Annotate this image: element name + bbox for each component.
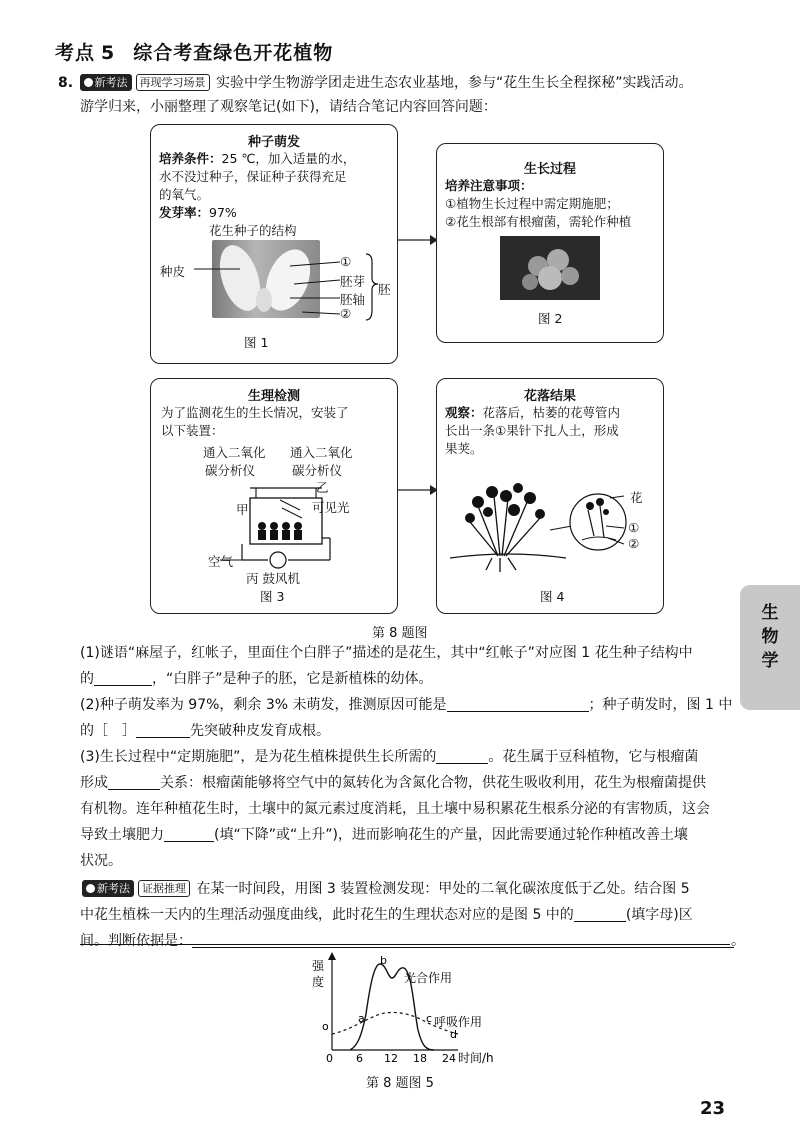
point-d: d bbox=[450, 1028, 457, 1041]
plant-leaves-icon bbox=[500, 236, 600, 300]
y-axis-arrow bbox=[328, 952, 336, 960]
arrow-right-2 bbox=[398, 480, 438, 500]
subject-side-tab: 生 物 学 bbox=[740, 585, 800, 710]
growth-process-box: 生长过程 培养注意事项： ①植物生长过程中需定期施肥； ②花生根部有根瘤菌，需轮作种植 bbox=[436, 143, 664, 343]
peanut-plant-photo bbox=[500, 236, 600, 300]
answer-blank-7[interactable] bbox=[574, 905, 626, 922]
tick-6: 6 bbox=[356, 1052, 363, 1065]
page-number: 23 bbox=[700, 1098, 726, 1119]
point-a: a bbox=[358, 1012, 365, 1025]
question-4: 新考法 证据推理 在某一时间段，用图 3 装置检测发现：甲处的二氧化碳浓度低于乙处。结合图 5 中花生植株一天内的生理活动强度曲线，此时花生的生理状态对应的是图 5 中的 (填字母)区 间。判断依据是： bbox=[80, 876, 748, 954]
scenario-tag: 再现学习场景 bbox=[136, 74, 210, 91]
y-axis-label-1: 强 bbox=[312, 959, 325, 973]
y-axis-label-2: 度 bbox=[312, 975, 325, 989]
evidence-tag: 证据推理 bbox=[138, 880, 190, 897]
answer-blank-2[interactable] bbox=[447, 695, 589, 712]
question-1: (1)谜语“麻屋子，红帐子，里面住个白胖子”描述的是花生，其中“红帐子”对应图 1 花生种子结构中 的 ，“白胖子”是种子的胚，它是新植株的幼体。 bbox=[80, 645, 693, 687]
figure-5-caption: 第 8 题图 5 bbox=[366, 1076, 434, 1091]
physiology-box: 生理检测 为了监测花生的生长情况，安装了 以下装置： bbox=[150, 378, 398, 614]
answer-blank-4[interactable] bbox=[436, 747, 488, 764]
tick-24: 24 bbox=[442, 1052, 456, 1065]
bullet-icon bbox=[86, 884, 95, 893]
tick-18: 18 bbox=[413, 1052, 427, 1065]
fruiting-box: 花落结果 观察：花落后，枯萎的花萼管内 长出一条①果针下扎人土，形成 果荚。 bbox=[436, 378, 664, 614]
point-b: b bbox=[380, 954, 387, 967]
peanut-plant-drawing bbox=[448, 466, 658, 576]
origin-o: o bbox=[322, 1020, 329, 1033]
answer-blank-3[interactable] bbox=[136, 721, 190, 738]
question-3: (3)生长过程中“定期施肥”，是为花生植株提供生长所需的 。花生属于豆科植物，它与根瘤菌 形成 关系：根瘤菌能够将空气中的氮转化为含氮化合物，供花生吸收利用，花生为根瘤菌提供 有机物。连年种植花生时，土壤中的氮元素过度消耗，且土壤中易积累花生根系分泌的有害物质，这会 导致土壤肥力 (填“下降”或“上升”)，进而影响花生的产量，因此需要通过轮作种植改善土壤 状况。 bbox=[80, 749, 710, 869]
answer-blank-8[interactable] bbox=[192, 931, 734, 948]
answer-blank-6[interactable] bbox=[164, 825, 214, 842]
tick-12: 12 bbox=[384, 1052, 398, 1065]
question-8-intro-2: 游学归来，小丽整理了观察笔记(如下)，请结合笔记内容回答问题： bbox=[80, 99, 497, 115]
question-8-intro: 8. 新考法 再现学习场景 实验中学生物游学团走进生态农业基地，参与“花生生长全程探秘”实践活动。 bbox=[58, 75, 693, 91]
photosynthesis-label: 光合作用 bbox=[404, 971, 453, 985]
question-2: (2)种子萌发率为 97%，剩余 3% 未萌发，推测原因可能是 ；种子萌发时，图 1 中 的［ ］ 先突破种皮发育成根。 bbox=[80, 697, 733, 739]
bullet-icon bbox=[84, 78, 93, 87]
arrow-right-1 bbox=[398, 230, 438, 250]
section-title: 考点 5 综合考查绿色开花植物 bbox=[55, 42, 334, 64]
answer-line-9[interactable] bbox=[80, 944, 730, 945]
tick-0: 0 bbox=[326, 1052, 333, 1065]
seed-germination-box: 种子萌发 培养条件：25 ℃，加入适量的水， 水不没过种子，保证种子获得充足 的氧气。 发芽率：97% 花生种子的结构 bbox=[150, 124, 398, 364]
figure-5-chart bbox=[310, 950, 510, 1070]
point-c: c bbox=[426, 1012, 433, 1025]
answer-blank-5[interactable] bbox=[108, 773, 160, 790]
new-method-tag: 新考法 bbox=[80, 74, 132, 91]
new-method-tag-2: 新考法 bbox=[82, 880, 134, 897]
figure-caption: 第 8 题图 bbox=[372, 626, 428, 641]
x-axis-label: 时间/h bbox=[458, 1051, 494, 1065]
final-period: 。 bbox=[731, 933, 745, 949]
answer-blank-1[interactable] bbox=[94, 669, 152, 686]
respiration-label: 呼吸作用 bbox=[434, 1015, 483, 1029]
